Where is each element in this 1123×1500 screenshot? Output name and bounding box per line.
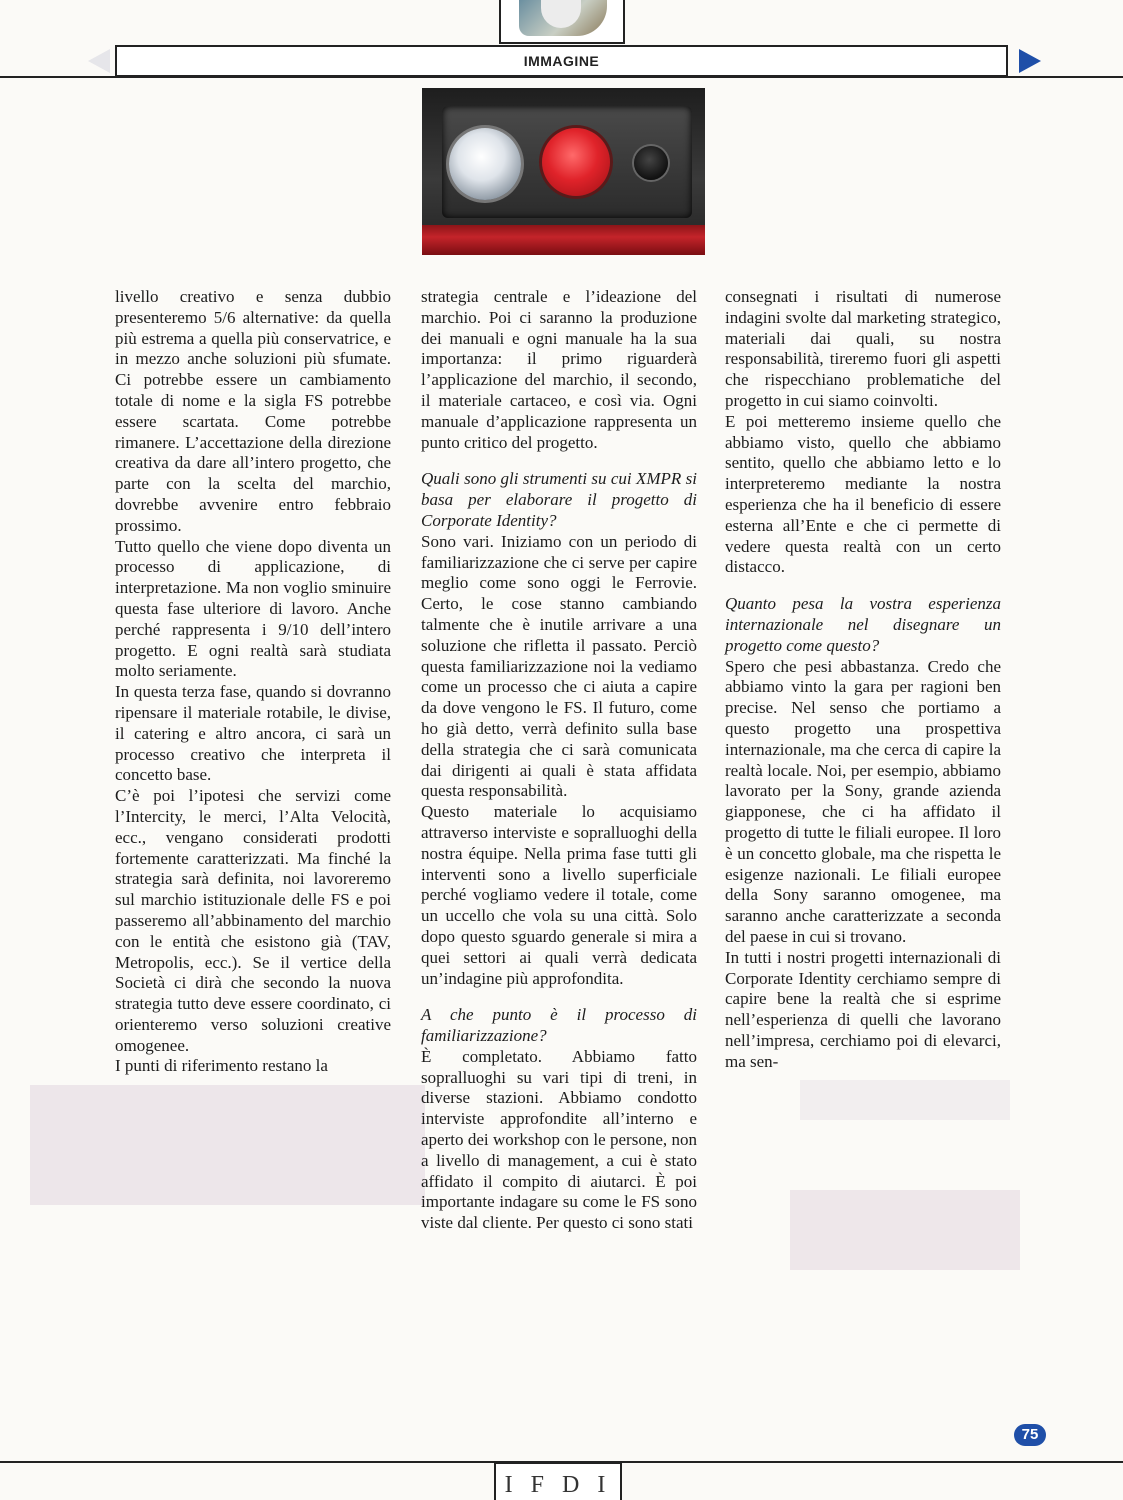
showthrough-block-right-top (800, 1080, 1010, 1120)
paragraph: C’è poi l’ipotesi che servizi come l’Intercity, le merci, l’Alta Velocità, ecc., vengano considerati prodotti fortemente caratterizzati. Ma finché la strategia sarà definita, noi lavoreremo sul marchio istituzionale delle FS e poi passeremo all’abbinamento del marchio con le entità che esistono già (TAV, Metropolis, ecc.). Se il vertice della Società ci dirà che secondo la nuova strategia tutto deve essere coordinato, ci orienteremo verso soluzioni creative omogenee. (115, 786, 391, 1055)
paragraph: In tutti i nostri progetti internazionali di Corporate Identity cerchiamo sempre di capire bene la realtà che si esprime nell’esperienza di quelli che lavorano nell’impresa, cerchiamo poi di elevarci, ma sen- (725, 947, 1001, 1071)
paragraph: consegnati i risultati di numerose indagini svolte dal marketing strategico, materiali dai quali, su nostra responsabilità, tireremo fuori gli aspetti che rispecchiano problematiche del progetto in cui siamo coinvolti. (725, 287, 1001, 410)
article-column-3 (725, 287, 1001, 1072)
article-column-1 (115, 287, 391, 1077)
paragraph: In questa terza fase, quando si dovranno ripensare il materiale rotabile, le divise, il catering e altro ancora, ci sarà un processo creativo che interpreta il concetto base. (115, 682, 391, 785)
marker-light-dark (634, 146, 668, 180)
section-title: IMMAGINE (523, 53, 600, 69)
paragraph: livello creativo e senza dubbio presenteremo 5/6 alternative: da quella più estrema a quella più conservatrice, e in mezzo anche soluzioni più sfumate. Ci potrebbe essere un cambiamento totale di nome e la sigla FS potrebbe essere scartata. Come potrebbe rimanere. L’accettazione della direzione creativa da dare all’intero progetto, che parte con la scelta del marchio, dovrebbe avvenire entro febbraio prossimo. (115, 287, 391, 535)
paragraph: I punti di riferimento restano la (115, 1056, 328, 1076)
paragraph: Tutto quello che viene dopo diventa un processo di applicazione, di interpretazione. Ma non voglio sminuire questa fase ulteriore di lavoro. Anche perché rappresenta i 9/10 dell’intero progetto. E ogni realtà sarà studiata molto seriamente. (115, 536, 391, 681)
section-header (115, 45, 1008, 77)
previous-arrow-icon (88, 49, 110, 73)
showthrough-block-left (30, 1085, 425, 1205)
paragraph: È completato. Abbiamo fatto sopralluoghi su vari tipi di treni, in diverse stazioni. Abbiamo condotto interviste approfondite all’interno e aperto dei workshop con le persone, non a livello di management, a cui è stato affidato il compito di aiutarci. È poi importante indagare su come le FS sono viste dal cliente. Per questo ci sono stati (421, 1046, 697, 1233)
taillight-red (542, 128, 610, 196)
next-arrow-icon (1019, 49, 1041, 73)
headlight-white (449, 128, 521, 200)
paragraph: Sono vari. Iniziamo con un periodo di familiarizzazione che ci serve per capire meglio come sono oggi le Ferrovie. Certo, le cose stanno cambiando talmente che è inutile arrivare a una soluzione che rifletta il passato. Perciò questa familiarizzazione noi la vediamo come un processo che ci aiuta a capire da dove vengono le FS. Il futuro, come ho già detto, verrà definito sulla base della strategia che ci sarà comunicata dai dirigenti ai quali è stata affidata questa responsabilità. (421, 531, 697, 801)
paragraph: E poi metteremo insieme quello che abbiamo visto, quello che abbiamo sentito, quello che abbiamo letto e lo interpreteremo mediante la nostra esperienza che ha il beneficio di essere esterna all’Ente e che ci permette di vedere questa realtà con un certo distacco. (725, 411, 1001, 577)
paragraph: Spero che pesi abbastanza. Credo che abbiamo vinto la gara per ragioni ben precise. Nel senso che portiamo a questo progetto una prospettiva internazionale, ma che cerca di capire la realtà locale. Noi, per esempio, abbiamo lavorato per la Sony, grande azienda giapponese, che ci ha affidato il progetto di tutte le filiali europee. Il loro è un concetto globale, ma che rispetta le esigenze nazionali. Le filiali europee della Sony saranno omogenee, ma saranno anche caratterizzate a seconda del paese in cui si trovano. (725, 656, 1001, 946)
paragraph: strategia centrale e l’ideazione del marchio. Poi ci saranno la produzione dei manuali e ogni manuale ha la sua importanza: il primo riguarderà l’applicazione del marchio, il secondo, il materiale cartaceo, e così via. Ogni manuale d’applicazione rappresenta un punto critico del progetto. (421, 287, 697, 452)
footer-logo-box (494, 1462, 622, 1500)
showthrough-block-right (790, 1190, 1020, 1270)
top-thumbnail-image (499, 0, 625, 44)
red-body-stripe (422, 225, 705, 255)
footer-logo: I F D I (504, 1472, 612, 1498)
paragraph: Questo materiale lo acquisiamo attraverso interviste e sopralluoghi della nostra équipe. Nella prima fase tutti gli interventi sono a livello superficiale perché vogliamo vedere il totale, come un uccello che vola su una città. Solo dopo questo sguardo generale si mira a quei settori ai quali verrà dedicata un’indagine più approfondita. (421, 802, 697, 988)
interview-question: A che punto è il processo di familiarizzazione? (421, 1005, 697, 1046)
train-lights-photo (422, 88, 705, 255)
article-column-2 (421, 287, 697, 1234)
interview-question: Quanto pesa la vostra esperienza internazionale nel disegnare un progetto come questo? (725, 594, 1001, 655)
interview-question: Quali sono gli strumenti su cui XMPR si basa per elaborare il progetto di Corporate Identity? (421, 469, 697, 530)
page-number-badge: 75 (1014, 1424, 1046, 1446)
